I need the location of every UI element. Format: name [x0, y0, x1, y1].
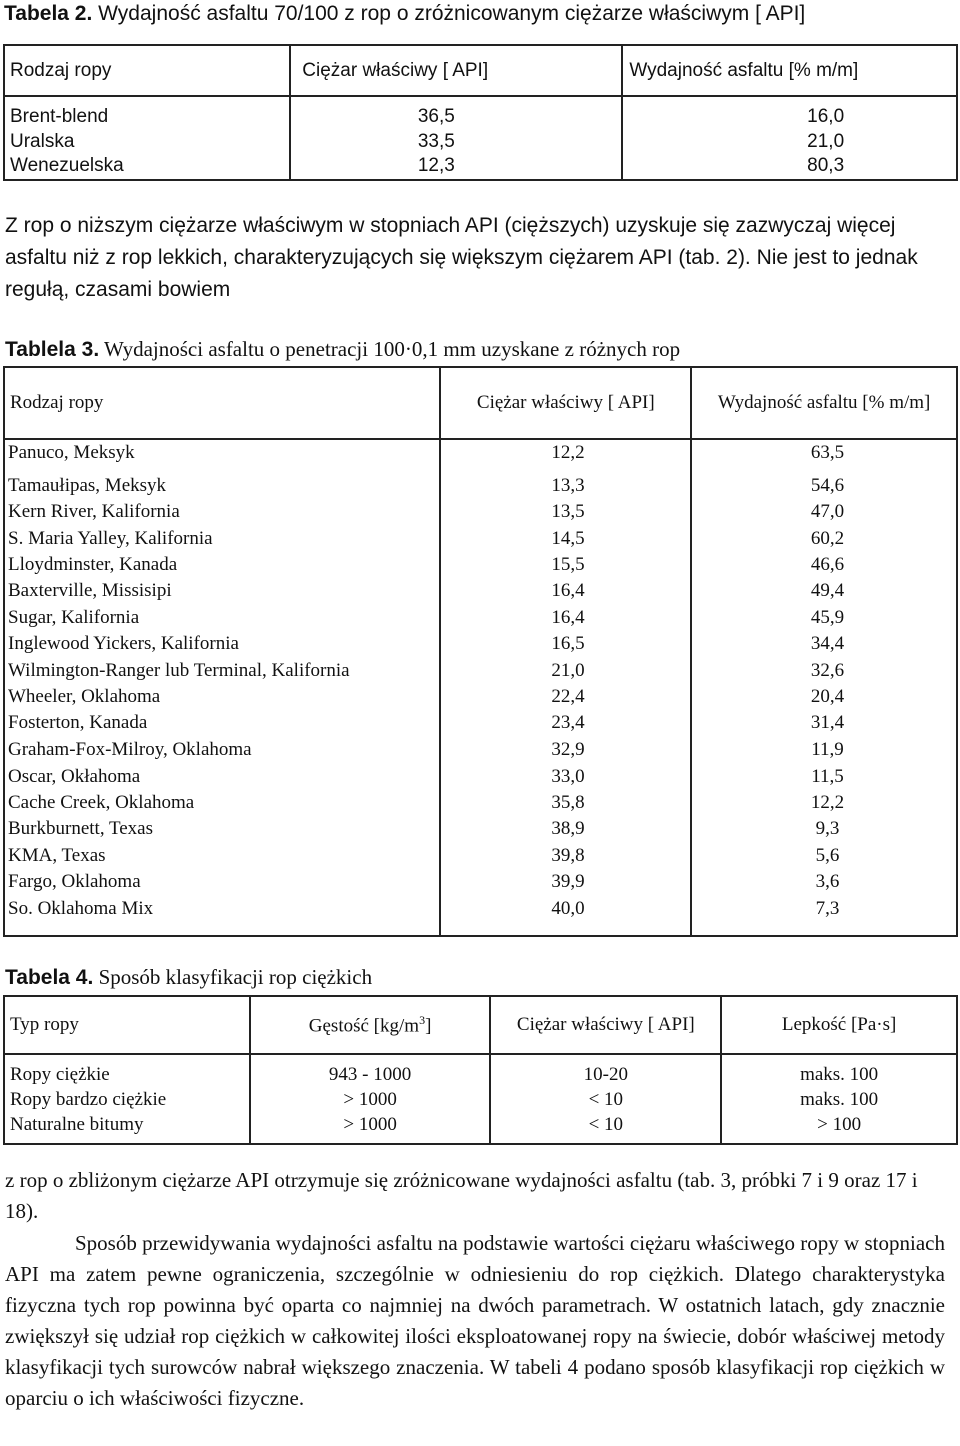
- table4-cell: 10-20: [583, 1064, 628, 1085]
- table4-header-api: Ciężar właściwy [ API]: [490, 996, 721, 1054]
- table3-cell: Kern River, Kalifornia: [8, 501, 180, 522]
- table2-cell: 21,0: [807, 130, 845, 152]
- table3-cell: Lloydminster, Kanada: [8, 554, 178, 575]
- table3-cell: 32,6: [810, 660, 845, 681]
- table4-type-cell: [4, 1054, 250, 1144]
- paragraph-1: Z rop o niższym ciężarze właściwym w stopniach API (cięższych) uzyskuje się zazwyczaj więcej asfaltu niż z rop lekkich, charakteryzujących się większym ciężarem API (tab. 2). Nie jest to jednak regułą, czasami bowiem: [5, 214, 918, 301]
- table3-cell: 39,9: [551, 871, 585, 892]
- table3-cell: 23,4: [551, 712, 585, 733]
- table2-api-cell: [290, 96, 622, 180]
- table3-cell: 63,5: [810, 442, 845, 463]
- table3-cell: Burkburnett, Texas: [8, 818, 154, 839]
- table2-label: Tabela 2.: [4, 2, 93, 25]
- table3-cell: Fargo, Oklahoma: [8, 871, 141, 892]
- paragraph-2: z rop o zbliżonym ciężarze API otrzymuje się zróżnicowane wydajności asfaltu (tab. 3, próbki 7 i 9 oraz 17 i 18).: [5, 1168, 918, 1223]
- table3-cell: 13,3: [551, 475, 585, 496]
- table3-cell: 35,8: [551, 792, 585, 813]
- table4-cell: Ropy ciężkie: [10, 1064, 110, 1085]
- table3-cell: Panuco, Meksyk: [8, 442, 135, 463]
- table3-header-api: Ciężar właściwy [ API]: [440, 367, 691, 439]
- table4-cell: 943 - 1000: [328, 1064, 412, 1085]
- table4-cell: maks. 100: [800, 1089, 879, 1110]
- paragraph-3: Sposób przewidywania wydajności asfaltu na podstawie wartości ciężaru właściwego ropy w stopniach API ma zatem pewne ograniczenia, szczególnie w odniesieniu do rop ciężkich. Dlatego charakterystyka fizyczna tych rop powinna być oparta co najmniej na dwóch parametrach. W ostatnich latach, gdy znacznie zwiększył się udział rop ciężkich w całkowitej ilości eksploatowanej ropy na świecie, dobór właściwej metody klasyfikacji tych surowców nabrał większego znaczenia. W tabeli 4 podano sposób klasyfikacji rop ciężkich w oparciu o ich właściwości fizyczne.: [5, 1231, 945, 1410]
- table3-cell: 3,6: [815, 871, 840, 892]
- table2-cell: 12,3: [417, 155, 455, 176]
- table3-cell: 49,4: [810, 580, 845, 601]
- table3-cell: 12,2: [551, 442, 585, 463]
- table3-title: Wydajności asfaltu o penetracji 100·0,1 mm uzyskane z różnych rop: [104, 337, 681, 361]
- table4: [3, 995, 958, 1145]
- table3-cell: 13,5: [551, 501, 585, 522]
- table3-cell: 12,2: [810, 792, 845, 813]
- table3-cell: Inglewood Yickers, Kalifornia: [8, 633, 239, 654]
- table2-cell: 16,0: [807, 106, 845, 127]
- table2: [3, 44, 958, 181]
- table3-cell: 21,0: [551, 660, 585, 681]
- table3-cell: 20,4: [810, 686, 845, 707]
- table2-body-row: [4, 96, 957, 180]
- table3-header-name: Rodzaj ropy: [4, 367, 440, 439]
- table4-cell: Ropy bardzo ciężkie: [10, 1089, 167, 1110]
- table3-cell: 16,5: [551, 633, 585, 654]
- table2-names-cell: [4, 96, 290, 180]
- table4-label: Tabela 4.: [5, 966, 94, 989]
- table3-cell: 46,6: [810, 554, 845, 575]
- table3-cell: Oscar, Okłahoma: [8, 766, 141, 787]
- table4-api-cell: [490, 1054, 721, 1144]
- table3-cell: 34,4: [810, 633, 845, 654]
- table3-caption: [5, 337, 680, 362]
- table4-cell: > 1000: [343, 1114, 397, 1135]
- table3-cell: Fosterton, Kanada: [8, 712, 148, 733]
- table4-caption: [5, 965, 372, 990]
- table4-title: Sposób klasyfikacji rop ciężkich: [98, 965, 373, 989]
- table2-title: Wydajność asfaltu 70/100 z rop o zróżnicowanym ciężarze właściwym [ API]: [98, 2, 806, 25]
- table4-cell: Naturalne bitumy: [10, 1114, 144, 1135]
- table3-cell: 31,4: [810, 712, 845, 733]
- table3-cell: Wheeler, Oklahoma: [8, 686, 161, 707]
- table2-header-row: [4, 45, 957, 96]
- table4-header-density-sup: 3: [419, 1012, 426, 1027]
- table4-header-density-text: Gęstość [kg/m: [308, 1015, 420, 1037]
- table4-body-row: [4, 1054, 957, 1144]
- table4-viscosity-cell: [721, 1054, 957, 1144]
- table3-cell: 15,5: [551, 554, 585, 575]
- table3-cell: 11,5: [811, 766, 844, 787]
- table3-cell: KMA, Texas: [8, 845, 106, 866]
- table2-cell: 36,5: [417, 106, 455, 127]
- table4-header-density-end: ]: [425, 1015, 432, 1037]
- table3-cell: Graham-Fox-Milroy, Oklahoma: [8, 739, 252, 760]
- table3-cell: Sugar, Kalifornia: [8, 607, 140, 628]
- table4-header-viscosity: Lepkość [Pa·s]: [721, 996, 957, 1054]
- table2-cell: Wenezuelska: [10, 155, 124, 176]
- table2-cell: 80,3: [807, 155, 845, 176]
- table2-header-yield: Wydajność asfaltu [% m/m]: [622, 45, 957, 96]
- table3-header-yield: Wydajność asfaltu [% m/m]: [691, 367, 957, 439]
- table4-cell: > 100: [817, 1114, 862, 1135]
- table3-cell: 40,0: [551, 898, 585, 919]
- table4-header-density: [250, 996, 491, 1054]
- table3-cell: Tamaułipas, Meksyk: [8, 475, 167, 496]
- table2-cell: Brent-blend: [10, 106, 109, 127]
- table3-cell: 16,4: [551, 580, 585, 601]
- table3-label: Tablela 3.: [5, 338, 100, 361]
- table4-cell: < 10: [588, 1089, 624, 1110]
- table3-cell: So. Oklahoma Mix: [8, 898, 154, 919]
- table3-cell: Wilmington-Ranger lub Terminal, Kalifornia: [8, 660, 350, 681]
- table4-cell: maks. 100: [800, 1064, 879, 1085]
- table3-header-row: [4, 367, 957, 439]
- table3-cell: 14,5: [551, 528, 585, 549]
- table2-yield-cell: [622, 96, 957, 180]
- table3-cell: S. Maria Yalley, Kalifornia: [8, 528, 213, 549]
- table3-rows: [3, 442, 958, 922]
- table3-cell: Cache Creek, Oklahoma: [8, 792, 195, 813]
- table3-cell: 7,3: [815, 898, 840, 919]
- table3-cell: 5,6: [815, 845, 840, 866]
- table4-header-row: [4, 996, 957, 1054]
- table4-density-cell: [250, 1054, 491, 1144]
- table3-cell: 45,9: [810, 607, 845, 628]
- table4-cell: < 10: [588, 1114, 624, 1135]
- table2-caption: [4, 2, 805, 26]
- table4-cell: > 1000: [343, 1089, 397, 1110]
- table3-cell: 47,0: [810, 501, 845, 522]
- table3-cell: 60,2: [810, 528, 845, 549]
- table3-cell: Baxterville, Missisipi: [8, 580, 172, 601]
- table3-cell: 11,9: [811, 739, 844, 760]
- table3-cell: 38,9: [551, 818, 585, 839]
- table2-cell: 33,5: [417, 130, 455, 152]
- table3-cell: 33,0: [551, 766, 585, 787]
- table4-header-type: Typ ropy: [4, 996, 250, 1054]
- table2-cell: Uralska: [10, 130, 75, 152]
- table3-cell: 22,4: [551, 686, 585, 707]
- table3-cell: 39,8: [551, 845, 585, 866]
- table2-header-name: Rodzaj ropy: [4, 45, 290, 96]
- table2-header-api: Ciężar właściwy [ API]: [290, 45, 622, 96]
- table3-cell: 54,6: [810, 475, 845, 496]
- table3-cell: 16,4: [551, 607, 585, 628]
- table3-cell: 32,9: [551, 739, 585, 760]
- table3-cell: 9,3: [815, 818, 840, 839]
